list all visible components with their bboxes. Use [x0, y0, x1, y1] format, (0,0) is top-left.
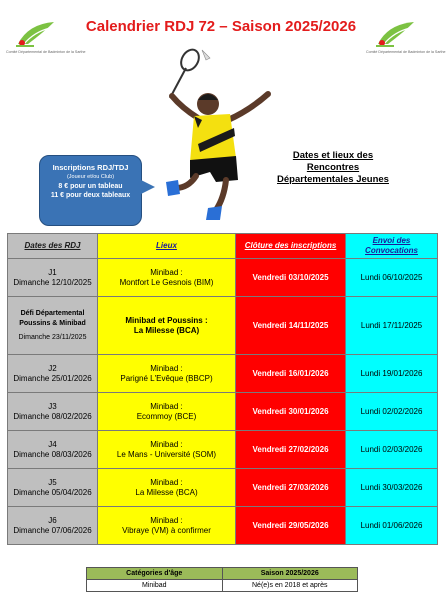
bubble-line-title: Inscriptions RDJ/TDJ — [52, 163, 129, 172]
category-birth-years: Né(e)s en 2018 et après — [222, 580, 358, 592]
page-title: Calendrier RDJ 72 – Saison 2025/2026 — [85, 18, 357, 35]
round-date: Dimanche 07/06/2026 — [13, 525, 92, 535]
lieu-cell — [98, 259, 236, 297]
header-dates: Dates des RDJ — [8, 234, 98, 259]
cdb72-logo-left — [6, 18, 86, 58]
envoi-cell: Lundi 06/10/2025 — [346, 259, 438, 297]
lieu-category: Minibad : — [150, 267, 183, 277]
envoi-cell: Lundi 02/02/2026 — [346, 393, 438, 431]
round-date: Dimanche 08/03/2026 — [13, 449, 92, 459]
lieu-cell — [98, 431, 236, 469]
lieu-venue: La Milesse (BCA) — [133, 325, 200, 335]
table-row — [8, 259, 438, 297]
round-label: J4 — [48, 439, 57, 449]
lieu-category: Minibad : — [150, 439, 183, 449]
lieu-venue: Le Mans - Université (SOM) — [116, 449, 217, 459]
lieu-cell — [98, 469, 236, 507]
logo-caption: Comité Départemental de Badminton de la Sarthe — [6, 50, 86, 54]
round-label: J6 — [48, 515, 57, 525]
round-label: Défi Départemental Poussins & Minibad — [19, 309, 86, 327]
date-cell — [8, 469, 98, 507]
table-row — [8, 431, 438, 469]
date-cell — [8, 259, 98, 297]
lieu-category: Minibad : — [150, 515, 183, 525]
lieu-category: Minibad et Poussins : — [125, 315, 208, 325]
date-cell — [8, 431, 98, 469]
category-name: Minibad — [87, 580, 223, 592]
shuttlecock-logo-icon — [14, 18, 60, 48]
cloture-cell: Vendredi 27/03/2026 — [236, 469, 346, 507]
date-cell — [8, 297, 98, 355]
lieu-category: Minibad : — [150, 477, 183, 487]
subtitle-line: Rencontres — [306, 162, 360, 173]
lieu-cell — [98, 355, 236, 393]
lieu-cell — [98, 507, 236, 545]
subtitle-line: Départementales Jeunes — [277, 174, 389, 185]
lieu-venue: La Milesse (BCA) — [135, 487, 198, 497]
cloture-cell: Vendredi 03/10/2025 — [236, 259, 346, 297]
table-row — [8, 297, 438, 355]
bubble-line-scope: (Joueur et/ou Club) — [66, 174, 115, 180]
lieu-venue: Montfort Le Gesnois (BIM) — [119, 277, 214, 287]
header-season: Saison 2025/2026 — [222, 568, 358, 580]
cdb72-logo-right — [366, 18, 446, 58]
cloture-cell: Vendredi 29/05/2026 — [236, 507, 346, 545]
table-row — [8, 507, 438, 545]
lieu-venue: Parigné L'Evêque (BBCP) — [120, 373, 213, 383]
cloture-cell: Vendredi 14/11/2025 — [236, 297, 346, 355]
lieu-venue: Ecommoy (BCE) — [136, 411, 197, 421]
lieu-category: Minibad : — [150, 401, 183, 411]
round-label: J5 — [48, 477, 57, 487]
shuttlecock-logo-icon — [374, 18, 420, 48]
header-cloture: Clôture des inscriptions — [236, 234, 346, 259]
schedule-table — [7, 233, 438, 545]
envoi-cell: Lundi 17/11/2025 — [346, 297, 438, 355]
table-row — [8, 469, 438, 507]
lieu-category: Minibad : — [150, 363, 183, 373]
round-date: Dimanche 05/04/2026 — [13, 487, 92, 497]
age-category-table — [86, 567, 358, 592]
date-cell — [8, 393, 98, 431]
table-row — [8, 355, 438, 393]
subtitle-line: Dates et lieux des — [292, 150, 374, 161]
lieu-cell — [98, 297, 236, 355]
bubble-line-price-two: 11 € pour deux tableaux — [50, 192, 131, 199]
header-lieux: Lieux — [98, 234, 236, 259]
table-row — [8, 393, 438, 431]
table-header-row — [8, 234, 438, 259]
round-date: Dimanche 25/01/2026 — [13, 373, 92, 383]
round-date: Dimanche 08/02/2026 — [13, 411, 92, 421]
date-cell — [8, 355, 98, 393]
header-category: Catégories d'âge — [87, 568, 223, 580]
cloture-cell: Vendredi 16/01/2026 — [236, 355, 346, 393]
round-label: J1 — [48, 267, 57, 277]
date-cell — [8, 507, 98, 545]
envoi-cell: Lundi 19/01/2026 — [346, 355, 438, 393]
round-date: Dimanche 12/10/2025 — [13, 277, 92, 287]
round-label: J2 — [48, 363, 57, 373]
cloture-cell: Vendredi 30/01/2026 — [236, 393, 346, 431]
envoi-cell: Lundi 01/06/2026 — [346, 507, 438, 545]
envoi-cell: Lundi 02/03/2026 — [346, 431, 438, 469]
registration-info-bubble — [39, 155, 142, 226]
section-subtitle — [253, 150, 413, 186]
logo-caption: Comité Départemental de Badminton de la Sarthe — [366, 50, 446, 54]
envoi-cell: Lundi 30/03/2026 — [346, 469, 438, 507]
cloture-cell: Vendredi 27/02/2026 — [236, 431, 346, 469]
bubble-line-price-one: 8 € pour un tableau — [58, 183, 123, 190]
lieu-cell — [98, 393, 236, 431]
badminton-player-illustration — [160, 48, 275, 228]
lieu-venue: Vibraye (VM) à confirmer — [122, 525, 211, 535]
category-header-row — [87, 568, 358, 580]
header-envoi: Envoi des Convocations — [346, 234, 438, 259]
table-row — [87, 580, 358, 592]
round-label: J3 — [48, 401, 57, 411]
round-date: Dimanche 23/11/2025 — [18, 333, 87, 341]
